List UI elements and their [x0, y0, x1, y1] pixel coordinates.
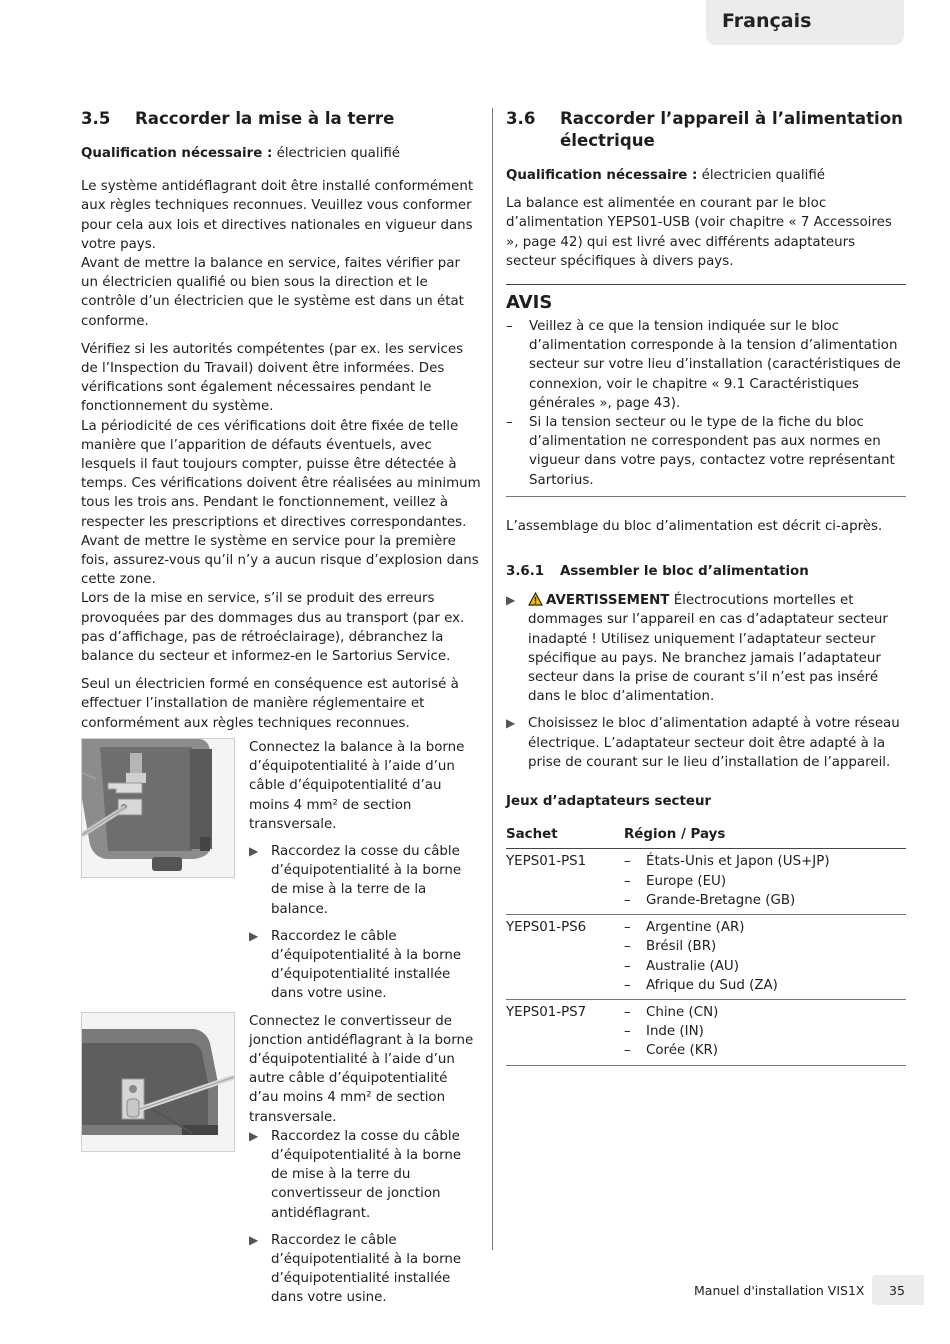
dash-bullet: – [624, 854, 631, 870]
table-row [506, 999, 906, 1065]
dash-bullet: – [624, 939, 631, 955]
dash-bullet: – [624, 977, 631, 993]
dash-bullet: – [506, 415, 513, 431]
arrow-right-icon: ▶ [506, 716, 516, 731]
table-title: Jeux d’adaptateurs secteur [506, 794, 712, 810]
sachet-cell: YEPS01-PS1 [506, 849, 624, 915]
page-number: 35 [889, 1283, 905, 1298]
figure-intro: Connectez le convertisseur de jonction antidéflagrant à la borne d’équipotentialité à l’aide d’un autre câble d’équipotentialité d’au moins 4 mm² de section transversale. [249, 1013, 474, 1125]
arrow-right-icon: ▶ [249, 1128, 259, 1143]
paragraph: Seul un électricien formé en conséquence est autorisé à effectuer l’installation de manière réglementaire et conformément aux règles techniques reconnues. [81, 677, 459, 731]
paragraph: Avant de mettre le système en service pour la première fois, assurez-vous qu’il n’y a aucun risque d’explosion dans cette zone. [81, 533, 479, 588]
figure-text-balance [249, 738, 481, 1012]
notice-title: AVIS [506, 292, 553, 314]
sachet-cell: YEPS01-PS7 [506, 999, 624, 1065]
figure-row-converter [81, 1012, 481, 1316]
dash-bullet: – [624, 1004, 631, 1020]
step-text: Raccordez la cosse du câble d’équipotentialité à la borne de mise à la terre de la balance. [271, 843, 462, 917]
adapter-table [506, 819, 906, 1065]
dash-bullet: – [624, 958, 631, 974]
language-label: Français [722, 10, 812, 32]
column-header-sachet: Sachet [506, 819, 624, 849]
dash-bullet: – [624, 873, 631, 889]
dash-bullet: – [624, 1024, 631, 1040]
instruction-step [506, 591, 906, 706]
section-number: 3.5 [81, 109, 111, 128]
column-header-region: Région / Pays [624, 819, 906, 849]
figure-intro: Connectez la balance à la borne d’équipotentialité à l’aide d’un câble d’équipotentialité d’au moins 4 mm² de section transversale. [249, 739, 465, 832]
warning-text [528, 591, 906, 706]
region-name: Brésil (BR) [646, 939, 717, 955]
section-title: Raccorder la mise à la terre [135, 109, 395, 128]
region-cell [624, 849, 906, 915]
arrow-right-icon: ▶ [249, 1232, 259, 1247]
qualification-value: électricien qualifié [697, 168, 825, 183]
left-column [81, 108, 481, 1316]
dash-bullet: – [506, 319, 513, 335]
section-title: Raccorder l’appareil à l’alimentation électrique [560, 109, 903, 150]
section-heading-3-6 [506, 108, 906, 152]
notice-item [506, 413, 906, 490]
region-name: Europe (EU) [646, 873, 727, 889]
paragraph: La balance est alimentée en courant par le bloc d’alimentation YEPS01-USB (voir chapitre « 7 Accessoires », page 42) qui est livré avec différents adaptateurs secteur spécifiques à divers pays. [506, 196, 892, 269]
notice-item-text: Veillez à ce que la tension indiquée sur le bloc d’alimentation corresponde à la tension d’alimentation secteur sur votre lieu d’installation (caractéristiques de connexion, voir le chapitre « 9.1 Caractéristiques générales », page 43). [529, 319, 901, 411]
instruction-step [249, 1231, 481, 1308]
instruction-step [249, 1127, 481, 1223]
converter-ground-terminal-image [81, 1012, 235, 1152]
language-tab [706, 0, 904, 45]
warning-label: AVERTISSEMENT [546, 593, 670, 609]
region-name: Chine (CN) [646, 1004, 719, 1020]
region-name: États-Unis et Japon (US+JP) [646, 854, 830, 870]
table-row [506, 915, 906, 1000]
region-name: Inde (IN) [646, 1024, 704, 1040]
page-number-box [872, 1275, 924, 1305]
region-name: Grande-Bretagne (GB) [646, 892, 796, 908]
region-name: Corée (KR) [646, 1043, 719, 1059]
region-item [624, 976, 906, 995]
paragraph: L’assemblage du bloc d’alimentation est décrit ci-après. [506, 518, 883, 534]
step-text: Raccordez la cosse du câble d’équipotentialité à la borne de mise à la terre du convertisseur de jonction antidéflagrant. [271, 1128, 462, 1221]
qualification-label: Qualification nécessaire : [506, 168, 698, 183]
notice-item [506, 317, 906, 413]
region-item [624, 937, 906, 956]
step-text: Raccordez le câble d’équipotentialité à la borne d’équipotentialité installée dans votre usine. [271, 1232, 462, 1306]
region-item [624, 918, 906, 937]
qualification-line [81, 144, 481, 163]
region-item [624, 1003, 906, 1022]
paragraph: Lors de la mise en service, s’il se produit des erreurs provoquées par des dommages dus au transport (par ex. pas d’affichage, pas de rétroéclairage), débranchez la balance du secteur et informez-en le Sartorius Service. [81, 591, 465, 665]
subsection-number: 3.6.1 [506, 564, 545, 580]
section-heading-3-5 [81, 108, 481, 130]
region-name: Australie (AU) [646, 958, 739, 974]
section-number: 3.6 [506, 109, 536, 128]
region-item [624, 852, 906, 871]
qualification-line [506, 166, 906, 185]
warning-triangle-icon [528, 592, 543, 606]
paragraph: Vérifiez si les autorités compétentes (par ex. les services de l’Inspection du Travail) doivent être informées. Des vérifications sont également nécessaires pendant le fonctionnement du système. [81, 341, 464, 415]
region-name: Argentine (AR) [646, 920, 745, 936]
manual-title: Manuel d'installation VIS1X [694, 1283, 865, 1298]
region-item [624, 1041, 906, 1060]
step-text: Raccordez le câble d’équipotentialité à la borne d’équipotentialité installée dans votre usine. [271, 928, 462, 1002]
balance-ground-terminal-image [81, 738, 235, 878]
sachet-cell: YEPS01-PS6 [506, 915, 624, 1000]
arrow-right-icon: ▶ [506, 593, 516, 608]
dash-bullet: – [624, 1043, 631, 1059]
warning-body: Électrocutions mortelles et dommages sur l’appareil en cas d’adaptateur secteur inadapté ! Utilisez uniquement l’adaptateur secteur spécifique au pays. Ne branchez jamais l’adaptateur secteur dans la prise de courant s’il n’est pas inséré dans le bloc d’alimentation. [528, 593, 888, 705]
instruction-step [249, 927, 481, 1004]
notice-box [506, 284, 906, 497]
region-item [624, 872, 906, 891]
paragraph: La périodicité de ces vérifications doit être fixée de telle manière que l’apparition de défauts éventuels, avec lesquels il faut toujours compter, puisse être détectée à temps. Ces vérifications doivent être réalisées au minimum tous les trois ans. Pendant le fonctionnement, veillez à respecter les prescriptions et directives correspondantes. [81, 418, 481, 530]
qualification-value: électricien qualifié [272, 146, 400, 161]
instruction-step [506, 714, 906, 772]
arrow-right-icon: ▶ [249, 843, 259, 858]
region-name: Afrique du Sud (ZA) [646, 977, 778, 993]
column-divider [492, 108, 493, 1250]
table-row [506, 849, 906, 915]
paragraph: Avant de mettre la balance en service, faites vérifier par un électricien qualifié ou bien sous la direction et le contrôle d’un électricien que le système est dans un état conforme. [81, 256, 464, 329]
figure-text-converter [249, 1012, 481, 1316]
region-item [624, 1022, 906, 1041]
instruction-step [249, 842, 481, 919]
region-cell [624, 999, 906, 1065]
dash-bullet: – [624, 920, 631, 936]
subsection-title: Assembler le bloc d’alimentation [560, 564, 809, 580]
subsection-heading-3-6-1 [506, 562, 906, 581]
figure-row-balance [81, 738, 481, 1012]
right-column [506, 108, 906, 1066]
qualification-label: Qualification nécessaire : [81, 146, 273, 161]
region-item [624, 891, 906, 910]
step-text: Choisissez le bloc d’alimentation adapté à votre réseau électrique. L’adaptateur secteur doit être adapté à la prise de courant sur le lieu d’installation de l’appareil. [528, 716, 900, 770]
notice-item-text: Si la tension secteur ou le type de la fiche du bloc d’alimentation ne correspondent pas aux normes en vigueur dans votre pays, contactez votre représentant Sartorius. [529, 415, 895, 488]
table-header-row [506, 819, 906, 849]
region-cell [624, 915, 906, 1000]
dash-bullet: – [624, 892, 631, 908]
paragraph: Le système antidéflagrant doit être installé conformément aux règles techniques reconnues. Veuillez vous conformer pour cela aux lois et directives nationales en vigueur dans votre pays. [81, 179, 474, 252]
region-item [624, 957, 906, 976]
arrow-right-icon: ▶ [249, 928, 259, 943]
